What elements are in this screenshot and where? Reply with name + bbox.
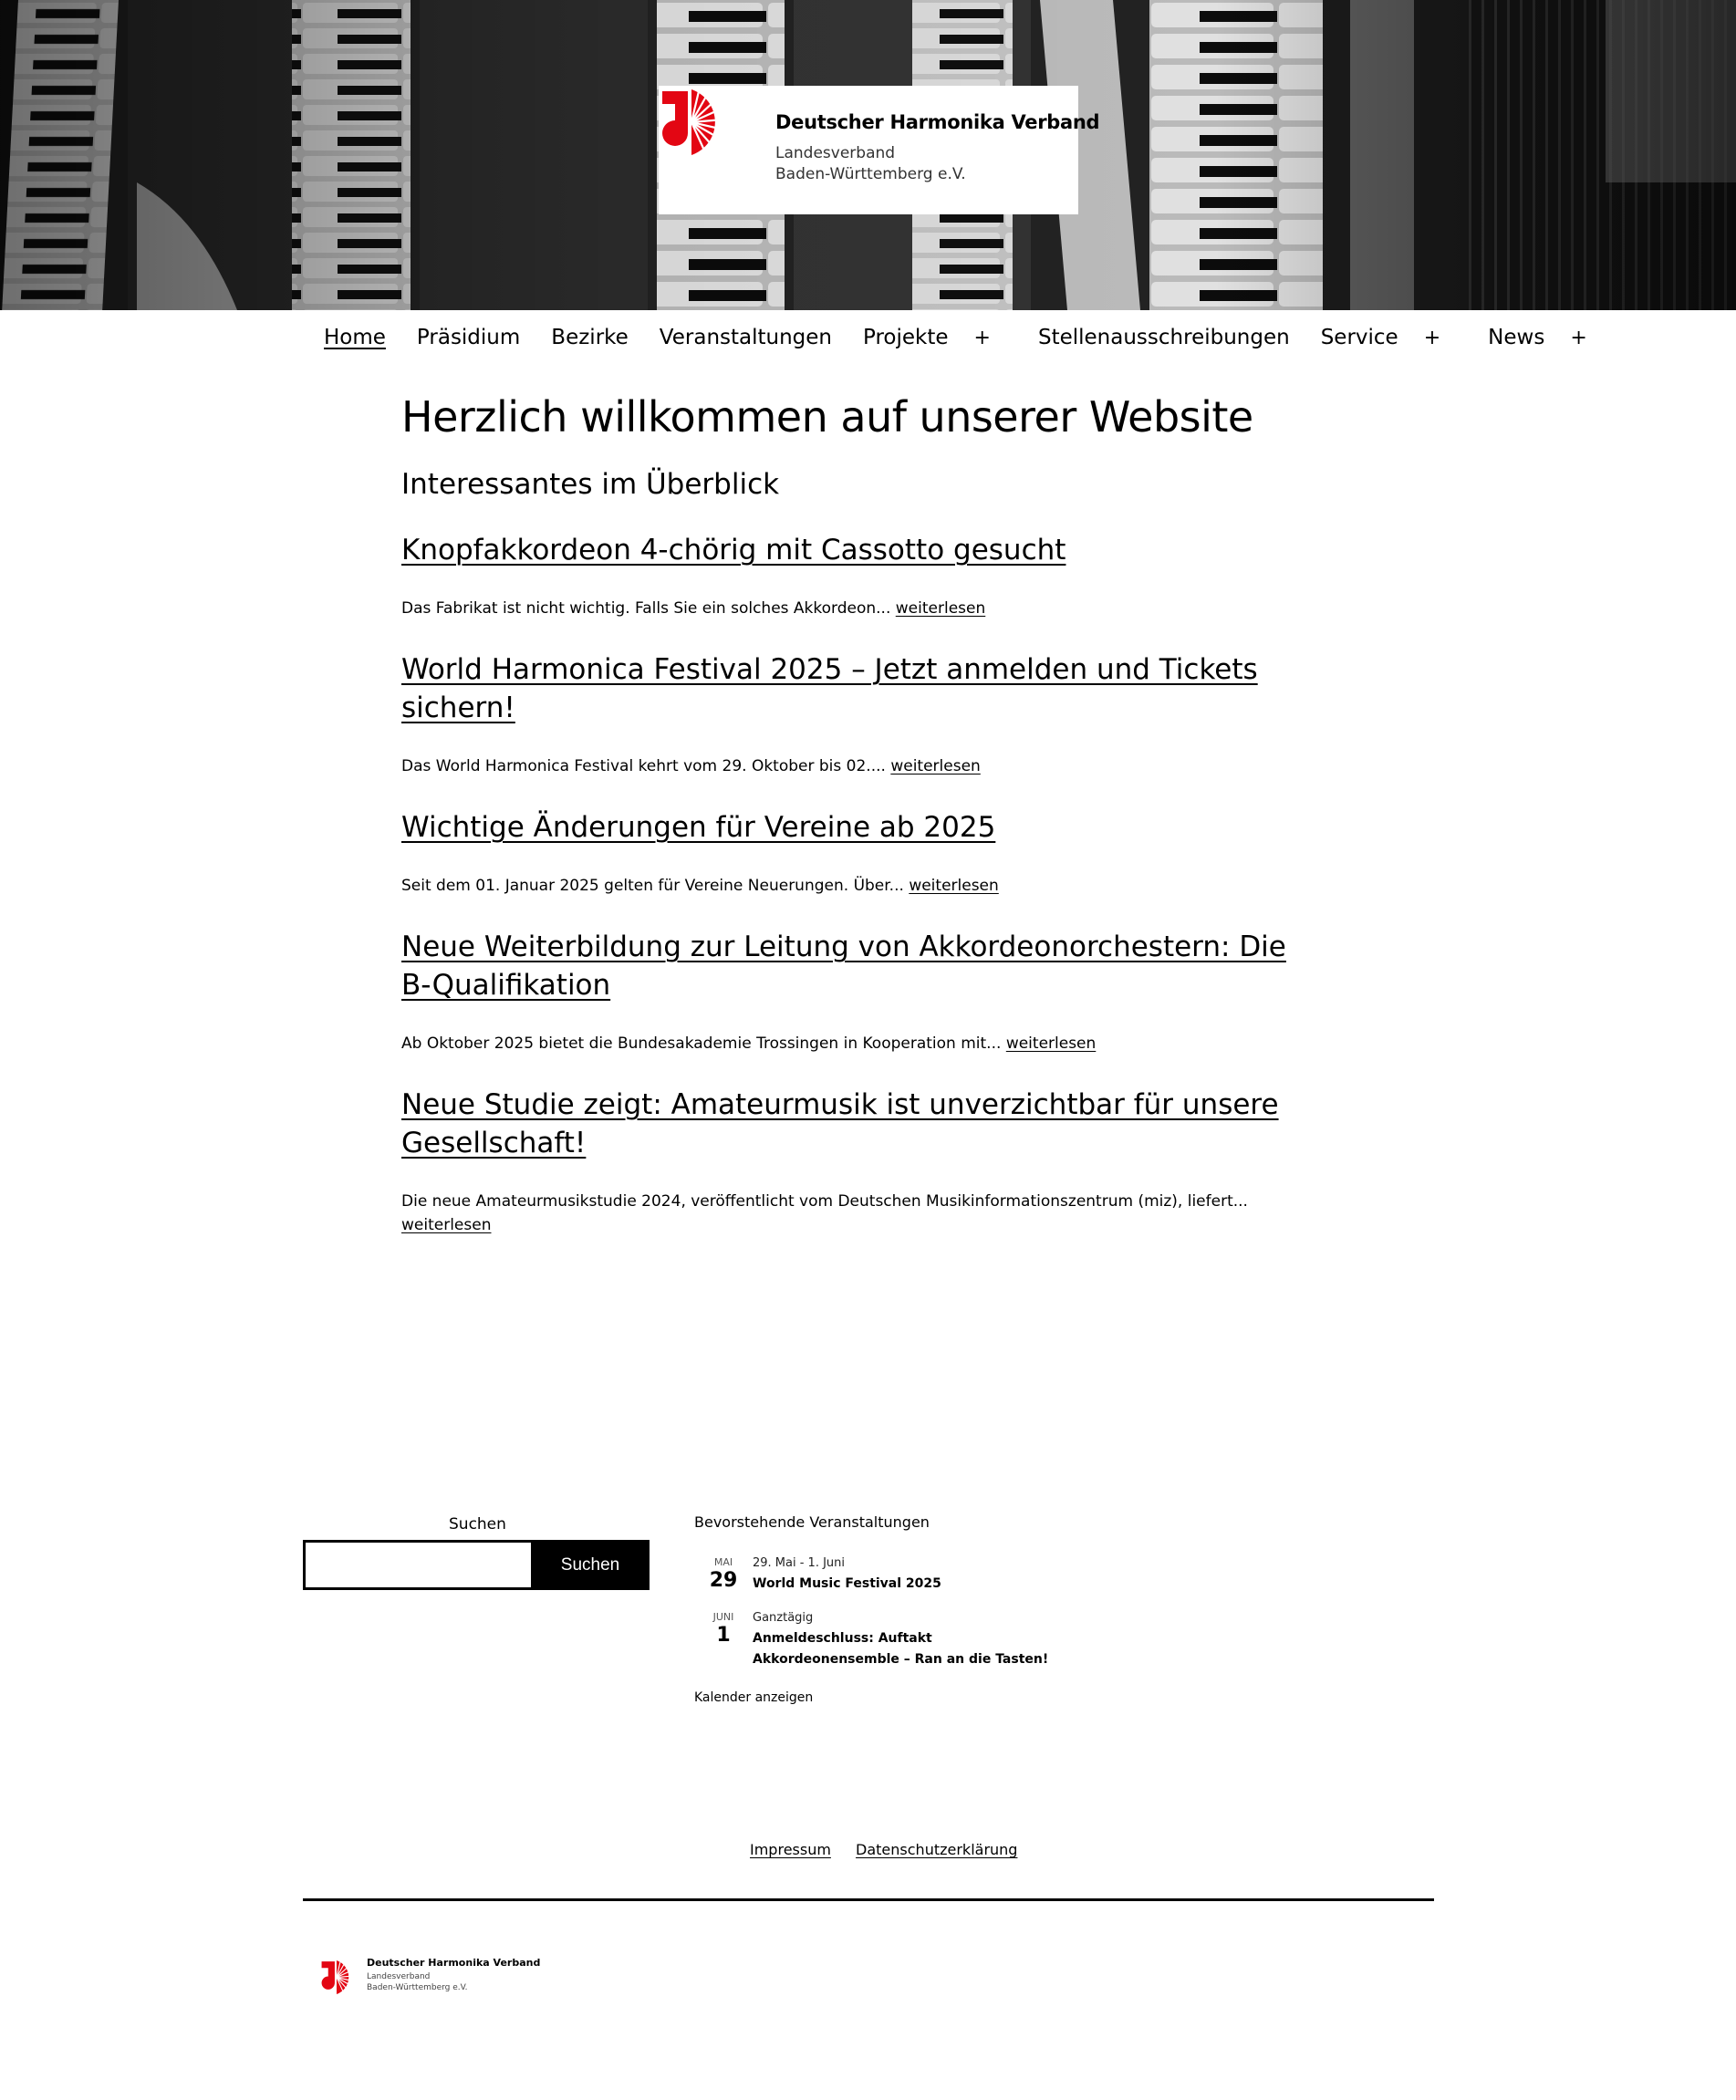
post-excerpt-text: Ab Oktober 2025 bietet die Bundesakademie Trossingen in Kooperation mit... bbox=[401, 1034, 1002, 1054]
read-more-link[interactable]: weiterlesen bbox=[1005, 1034, 1097, 1054]
read-more-link[interactable]: weiterlesen bbox=[401, 1216, 492, 1235]
news-submenu-toggle[interactable]: + bbox=[1570, 326, 1587, 349]
footer-divider bbox=[303, 1898, 1434, 1901]
footer-logo-subtitle-1: Landesverband bbox=[367, 1972, 431, 1981]
page-title: Herzlich willkommen auf unserer Website bbox=[401, 392, 1253, 442]
nav-item-projekte[interactable]: Projekte bbox=[863, 326, 949, 349]
post-excerpt-text: Das Fabrikat ist nicht wichtig. Falls Sie ein solches Akkordeon... bbox=[401, 599, 891, 619]
nav-item-bezirke[interactable]: Bezirke bbox=[551, 326, 629, 349]
logo-subtitle-1: Landesverband bbox=[775, 144, 896, 162]
projekte-submenu-toggle[interactable]: + bbox=[973, 326, 991, 349]
post-title-link[interactable]: Neue Studie zeigt: Amateurmusik ist unverzichtbar für unsere Gesellschaft! bbox=[401, 1088, 1279, 1160]
post-excerpt-text: Seit dem 01. Januar 2025 gelten für Vereine Neuerungen. Über... bbox=[401, 877, 904, 896]
post-title-link[interactable]: Knopfakkordeon 4-chörig mit Cassotto gesucht bbox=[401, 534, 1066, 567]
post-item bbox=[401, 1086, 1323, 1237]
event-date: 29. Mai - 1. Juni bbox=[753, 1556, 846, 1570]
logo-subtitle-2: Baden-Württemberg e.V. bbox=[775, 165, 966, 183]
read-more-link[interactable]: weiterlesen bbox=[890, 757, 981, 776]
post-excerpt-text: Die neue Amateurmusikstudie 2024, veröffentlicht vom Deutschen Musikinformationszentrum (miz), liefert... bbox=[401, 1192, 1248, 1211]
service-submenu-toggle[interactable]: + bbox=[1423, 326, 1441, 349]
impressum-link[interactable]: Impressum bbox=[750, 1841, 831, 1858]
footer-links bbox=[750, 1841, 1037, 1858]
footer-logo-title: Deutscher Harmonika Verband bbox=[367, 1957, 541, 1969]
section-title: Interessantes im Überblick bbox=[401, 468, 780, 502]
site-logo[interactable] bbox=[659, 86, 1100, 214]
nav-item-service[interactable]: Service bbox=[1320, 326, 1398, 349]
footer-logo[interactable] bbox=[319, 1957, 541, 1998]
search-button[interactable]: Suchen bbox=[531, 1540, 650, 1590]
post-excerpt bbox=[401, 1190, 1323, 1237]
post-item bbox=[401, 531, 1323, 620]
event-day: 1 bbox=[716, 1624, 731, 1647]
post-title-link[interactable]: World Harmonica Festival 2025 – Jetzt anmelden und Tickets sichern! bbox=[401, 653, 1258, 725]
main-navigation bbox=[324, 324, 1635, 351]
post-title-link[interactable]: Wichtige Änderungen für Vereine ab 2025 bbox=[401, 811, 996, 845]
event-month: MAI bbox=[713, 1556, 733, 1568]
event-date: Ganztägig bbox=[753, 1611, 814, 1625]
nav-item-home[interactable]: Home bbox=[324, 326, 386, 349]
upcoming-events-title: Bevorstehende Veranstaltungen bbox=[694, 1513, 930, 1531]
nav-item-news[interactable]: News bbox=[1488, 326, 1545, 349]
post-excerpt bbox=[401, 597, 1323, 620]
harmonika-logo-icon bbox=[319, 1959, 356, 1995]
nav-item-praesidium[interactable]: Präsidium bbox=[416, 326, 521, 349]
main-content bbox=[401, 392, 1323, 1237]
event-name[interactable]: Anmeldeschluss: Auftakt Akkordeonensemble – Ran an die Tasten! bbox=[753, 1631, 1049, 1667]
event-month: JUNI bbox=[712, 1611, 734, 1623]
read-more-link[interactable]: weiterlesen bbox=[909, 877, 999, 896]
event-name[interactable]: World Music Festival 2025 bbox=[753, 1576, 941, 1591]
post-title-link[interactable]: Neue Weiterbildung zur Leitung von Akkordeonorchestern: Die B-Qualifikation bbox=[401, 930, 1286, 1003]
footer-logo-subtitle-2: Baden-Württemberg e.V. bbox=[367, 1983, 468, 1992]
hero-banner bbox=[0, 0, 1736, 310]
read-more-link[interactable]: weiterlesen bbox=[895, 599, 986, 619]
post-item bbox=[401, 808, 1323, 898]
post-excerpt bbox=[401, 874, 1323, 898]
post-excerpt bbox=[401, 754, 1323, 778]
post-item bbox=[401, 650, 1323, 778]
event-day: 29 bbox=[709, 1569, 738, 1592]
datenschutz-link[interactable]: Datenschutzerklärung bbox=[856, 1841, 1018, 1858]
nav-item-stellenausschreibungen[interactable]: Stellenausschreibungen bbox=[1037, 326, 1290, 349]
post-item bbox=[401, 928, 1323, 1055]
calendar-link[interactable]: Kalender anzeigen bbox=[694, 1690, 814, 1705]
logo-title: Deutscher Harmonika Verband bbox=[775, 111, 1100, 133]
post-excerpt bbox=[401, 1032, 1323, 1055]
search-input[interactable] bbox=[303, 1540, 533, 1590]
nav-item-veranstaltungen[interactable]: Veranstaltungen bbox=[659, 326, 833, 349]
post-excerpt-text: Das World Harmonica Festival kehrt vom 29. Oktober bis 02.... bbox=[401, 757, 886, 776]
harmonika-logo-icon bbox=[659, 86, 728, 157]
search-label: Suchen bbox=[449, 1515, 506, 1533]
